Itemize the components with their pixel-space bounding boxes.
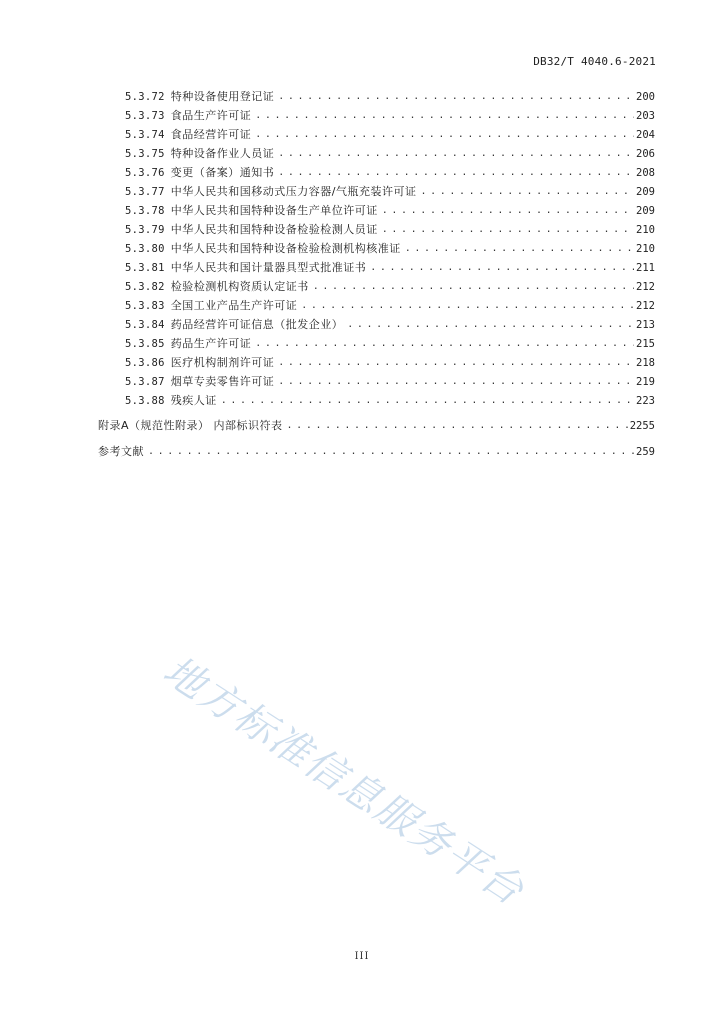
toc-entry-number: 5.3.77 — [125, 186, 165, 198]
toc-entry-page: 259 — [636, 446, 655, 458]
toc-entry-number: 5.3.75 — [125, 148, 165, 160]
toc-entry-page: 212 — [636, 300, 655, 312]
toc-entry-page: 204 — [636, 129, 655, 141]
toc-entry-title: 药品经营许可证信息（批发企业） — [170, 318, 344, 331]
toc-entry-title: 参考文献 — [98, 445, 144, 458]
toc-entry-number: 5.3.80 — [125, 243, 165, 255]
toc-entry[interactable] — [125, 242, 655, 256]
toc-entry-page: 223 — [636, 395, 655, 407]
toc-entry[interactable] — [125, 280, 655, 294]
toc-entry-references[interactable] — [98, 445, 655, 459]
toc-leader-dots — [382, 223, 634, 237]
toc-entry-page: 209 — [636, 186, 655, 198]
toc-entry-number: 5.3.84 — [125, 319, 165, 331]
toc-entry-page: 218 — [636, 357, 655, 369]
toc-entry[interactable] — [125, 375, 655, 389]
toc-entry-number: 5.3.78 — [125, 205, 165, 217]
toc-leader-dots — [278, 147, 634, 161]
toc-entry-page: 210 — [636, 224, 655, 236]
toc-leader-dots — [405, 242, 634, 256]
toc-leader-dots — [382, 204, 634, 218]
toc-entry-title: 食品经营许可证 — [170, 128, 252, 141]
toc-entry-number: 5.3.72 — [125, 91, 165, 103]
toc-entry-page: 211 — [636, 262, 655, 274]
watermark: 地方标准信息服务平台 — [155, 647, 533, 915]
toc-entry-title: 全国工业产品生产许可证 — [170, 299, 298, 312]
toc-entry-title: 烟草专卖零售许可证 — [170, 375, 275, 388]
toc-entry-title: 特种设备作业人员证 — [170, 147, 275, 160]
toc-entry[interactable] — [125, 166, 655, 180]
toc-entry-title: 药品生产许可证 — [170, 337, 252, 350]
toc-entry[interactable] — [125, 356, 655, 370]
toc-entry-title: 医疗机构制剂许可证 — [170, 356, 275, 369]
toc-entry-title: 检验检测机构资质认定证书 — [170, 280, 309, 293]
toc-entry-number: 5.3.74 — [125, 129, 165, 141]
toc-leader-dots — [420, 185, 634, 199]
toc-leader-dots — [278, 375, 634, 389]
toc-entry-page: 215 — [636, 338, 655, 350]
toc-entry-title: 中华人民共和国特种设备生产单位许可证 — [170, 204, 378, 217]
toc-entry-number: 5.3.76 — [125, 167, 165, 179]
toc-entry[interactable] — [125, 261, 655, 275]
toc-leader-dots — [278, 90, 634, 104]
toc-entry-page: 209 — [636, 205, 655, 217]
toc-entry-page: 206 — [636, 148, 655, 160]
toc-entry-page: 210 — [636, 243, 655, 255]
toc-leader-dots — [370, 261, 634, 275]
toc-entry[interactable] — [125, 299, 655, 313]
toc-entry-number: 5.3.82 — [125, 281, 165, 293]
toc-entry-page: 200 — [636, 91, 655, 103]
toc-entry-title: 附录A（规范性附录） 内部标识符表 — [98, 419, 283, 432]
toc-entry-page: 2255 — [629, 420, 655, 432]
toc-entry-appendix-a[interactable] — [98, 419, 655, 433]
toc-leader-dots — [255, 337, 634, 351]
toc-leader-dots — [221, 394, 634, 408]
toc-leader-dots — [347, 318, 634, 332]
toc-leader-dots — [255, 109, 634, 123]
toc-entry-number: 5.3.87 — [125, 376, 165, 388]
toc-entry[interactable] — [125, 394, 655, 408]
toc-entry[interactable] — [125, 318, 655, 332]
toc-entry-number: 5.3.73 — [125, 110, 165, 122]
toc-entry[interactable] — [125, 185, 655, 199]
toc-entry[interactable] — [125, 204, 655, 218]
toc-leader-dots — [313, 280, 634, 294]
toc-entry-number: 5.3.86 — [125, 357, 165, 369]
toc-entry-title: 特种设备使用登记证 — [170, 90, 275, 103]
toc-entry-title: 食品生产许可证 — [170, 109, 252, 122]
toc-entry-number: 5.3.81 — [125, 262, 165, 274]
toc-entry-page: 213 — [636, 319, 655, 331]
toc-entry-number: 5.3.79 — [125, 224, 165, 236]
toc-leader-dots — [301, 299, 634, 313]
toc-entry[interactable] — [125, 337, 655, 351]
toc-entry-page: 212 — [636, 281, 655, 293]
toc-entry-title: 中华人民共和国计量器具型式批准证书 — [170, 261, 367, 274]
toc-entry-number: 5.3.83 — [125, 300, 165, 312]
toc-entry-number: 5.3.85 — [125, 338, 165, 350]
toc-leader-dots — [278, 356, 634, 370]
toc-entry-page: 208 — [636, 167, 655, 179]
toc-leader-dots — [287, 419, 628, 433]
toc-leader-dots — [278, 166, 634, 180]
toc-entry[interactable] — [125, 90, 655, 104]
toc-entry-title: 残疾人证 — [170, 394, 217, 407]
page-number: III — [354, 951, 370, 962]
toc-entry-number: 5.3.88 — [125, 395, 165, 407]
toc-leader-dots — [148, 445, 634, 459]
toc-entry[interactable] — [125, 109, 655, 123]
toc-entry-title: 中华人民共和国特种设备检验检测人员证 — [170, 223, 378, 236]
document-code: DB32/T 4040.6-2021 — [533, 55, 656, 68]
toc-entry-page: 219 — [636, 376, 655, 388]
toc-entry-title: 中华人民共和国移动式压力容器/气瓶充装许可证 — [170, 185, 417, 198]
toc-entry-title: 中华人民共和国特种设备检验检测机构核准证 — [170, 242, 401, 255]
toc-entry[interactable] — [125, 223, 655, 237]
toc-entry-title: 变更（备案）通知书 — [170, 166, 275, 179]
toc-leader-dots — [255, 128, 634, 142]
toc-entry-page: 203 — [636, 110, 655, 122]
toc-entry[interactable] — [125, 147, 655, 161]
toc-entry[interactable] — [125, 128, 655, 142]
